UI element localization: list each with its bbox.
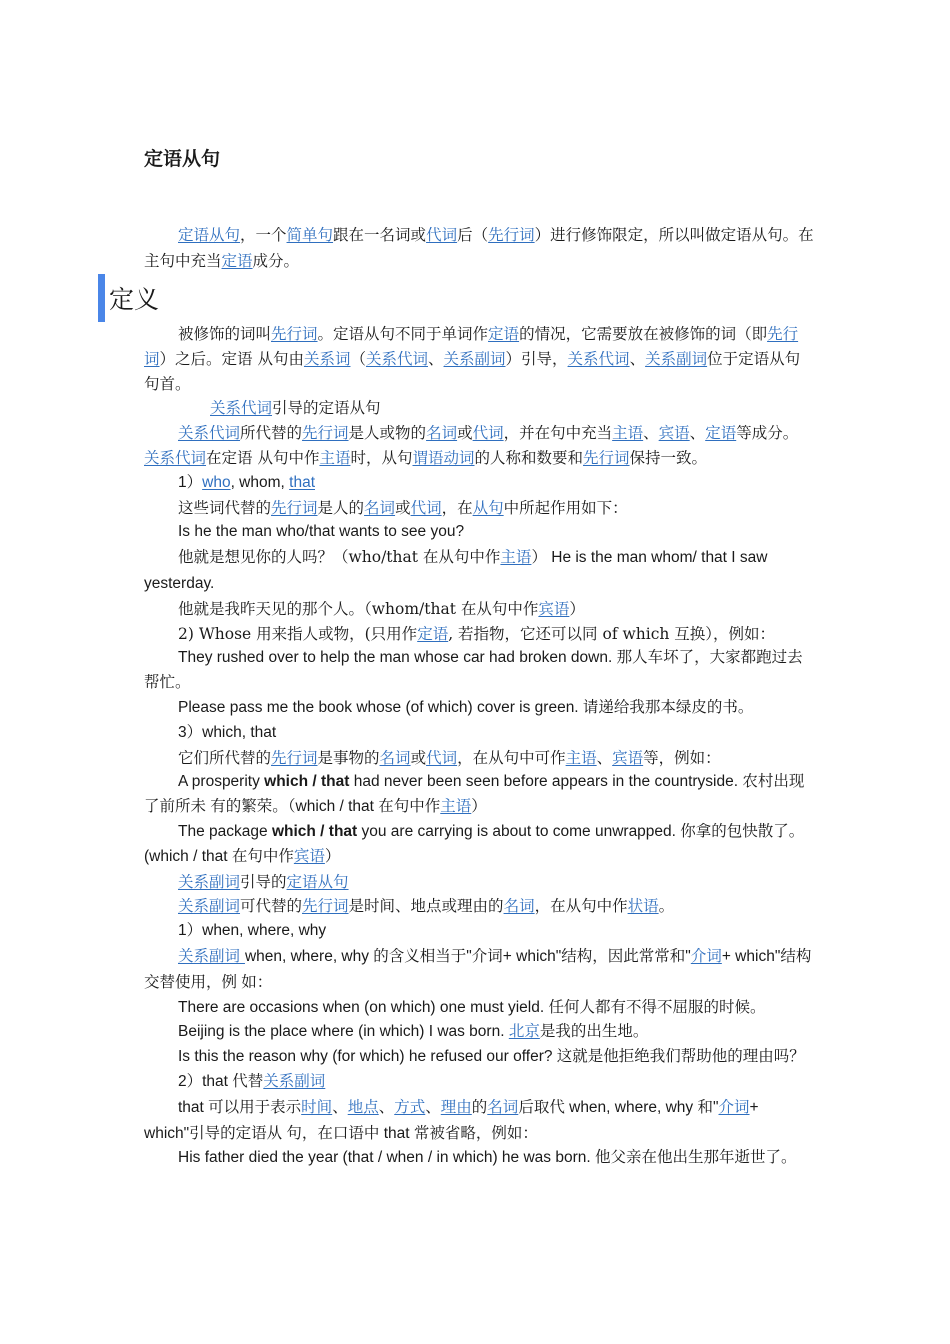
link-subject[interactable]: 主语	[319, 448, 351, 467]
link-predicate-verb[interactable]: 谓语动词	[412, 448, 475, 467]
link-attributive[interactable]: 定语	[488, 325, 520, 343]
text: 、	[643, 424, 659, 443]
text: + which"结构交替使用，例 如：	[144, 947, 812, 991]
link-relative-adverb[interactable]: 关系副词	[645, 349, 708, 368]
section-body	[144, 322, 812, 1171]
link-relative-pronoun[interactable]: 关系代词	[178, 424, 241, 443]
link-relative-pronoun[interactable]: 关系代词	[567, 349, 630, 368]
text: 、	[425, 1097, 441, 1116]
link-antecedent[interactable]: 先行词	[583, 448, 630, 467]
bold-text: which / that	[264, 773, 350, 791]
text: that 可以用于表示	[178, 1098, 302, 1116]
intro-paragraph	[144, 222, 814, 274]
link-relative-adverb[interactable]: 关系副词	[443, 349, 506, 368]
text: 他就是我昨天见的那个人。（whom/that 在从句中作	[178, 599, 539, 618]
text: had never been seen before appears in the countryside. 农村出现了前所未 有的繁荣。（which / that 在句中作	[144, 773, 805, 816]
link-antecedent[interactable]: 先行词	[271, 498, 318, 517]
text: 是人的	[317, 498, 365, 517]
item-when-where-why: 1）when, where, why	[178, 922, 327, 940]
text: 、	[332, 1097, 348, 1116]
link-relative-pronoun[interactable]: 关系代词	[365, 349, 428, 368]
text: 2）that 代替	[178, 1072, 264, 1090]
text: 的人称和数要和	[474, 448, 584, 467]
item-whose	[144, 622, 812, 647]
link-relative-adverb[interactable]: 关系副词	[263, 1072, 326, 1090]
paragraph-when-where-why	[144, 944, 812, 996]
link-subject[interactable]: 主语	[440, 798, 472, 816]
example-sentence: Is he the man who/that wants to see you?	[178, 523, 465, 541]
link-relative-pronoun[interactable]: 关系代词	[144, 448, 207, 467]
text: Beijing is the place where (in which) I was born.	[178, 1023, 509, 1041]
text: 。	[658, 897, 675, 916]
text: A prosperity	[178, 773, 265, 791]
text: 在定语 从句中作	[206, 448, 320, 467]
link-object[interactable]: 宾语	[658, 424, 690, 443]
text: 这些词代替的	[178, 498, 272, 517]
link-antecedent[interactable]: 先行词	[488, 226, 535, 244]
text: ）进行修饰限定，所以叫做定语从句。在主句中充当	[144, 226, 814, 270]
text: ）引导，	[505, 349, 568, 368]
heading-bar	[98, 274, 105, 322]
example-sentence	[144, 545, 812, 597]
link-attributive-clause[interactable]: 定语从句	[286, 872, 349, 891]
text: 它们所代替的	[178, 748, 272, 767]
text: 引导的定语从句	[272, 399, 381, 418]
text: 成分。	[252, 252, 300, 270]
link-antecedent[interactable]: 先行词	[144, 325, 799, 368]
text: 等成分。	[736, 424, 799, 443]
text: 是时间、地点或理由的	[348, 897, 504, 916]
link-antecedent[interactable]: 先行词	[271, 325, 318, 343]
link-relative-adverb[interactable]: 关系副词	[178, 897, 241, 916]
example-sentence: Please pass me the book whose (of which) cover is green. 请递给我那本绿皮的书。	[178, 698, 754, 716]
text: ，并在句中充当	[503, 424, 613, 443]
example-sentence: They rushed over to help the man whose car had broken down. 那人车坏了，大家都跑过去帮忙。	[144, 649, 803, 692]
text: ）	[569, 599, 585, 618]
text: 等，例如：	[643, 748, 721, 767]
section-heading	[98, 274, 159, 322]
text: 引导的	[240, 872, 287, 891]
text: ） He is the man whom/ that I saw yesterday.	[144, 549, 768, 592]
link-noun[interactable]: 名词	[426, 424, 458, 443]
text: 的情况，它需要放在被修饰的词（即	[519, 325, 768, 343]
text: ）	[471, 798, 487, 816]
text: 可代替的	[240, 897, 303, 916]
link-relative-adverb[interactable]: 关系副词	[178, 872, 241, 891]
link-preposition[interactable]: 介词	[718, 1097, 750, 1116]
link-that[interactable]: that	[289, 473, 315, 491]
paragraph-relative-pronoun	[144, 421, 812, 471]
link-pronoun[interactable]: 代词	[426, 748, 458, 767]
text: 。定语从句不同于单词作	[317, 325, 489, 343]
example-sentence: There are occasions when (on which) one must yield. 任何人都有不得不屈服的时候。	[178, 998, 766, 1016]
text: 的	[471, 1097, 488, 1116]
text: 或	[395, 498, 411, 517]
example-sentence: His father died the year (that / when / in which) he was born. 他父亲在他出生那年逝世了。	[178, 1149, 797, 1167]
link-object[interactable]: 宾语	[293, 847, 325, 865]
link-adverbial[interactable]: 状语	[627, 897, 659, 916]
paragraph-definition	[144, 322, 812, 396]
link-attributive[interactable]: 定语	[221, 252, 253, 270]
paragraph-which-that	[144, 746, 812, 771]
text: ，在从句中作	[534, 897, 628, 916]
subheading-relative-adverb	[144, 870, 812, 895]
text: 是人或物的	[348, 424, 427, 443]
item-which-that: 3）which, that	[178, 723, 277, 741]
heading-text: 定义	[109, 285, 160, 314]
link-noun[interactable]: 名词	[364, 498, 396, 517]
text: 或	[457, 424, 473, 443]
text: The package	[178, 822, 272, 840]
document-title: 定语从句	[144, 148, 221, 170]
text: 他就是想见你的人吗？（who/that 在从句中作	[178, 548, 501, 567]
link-relative-adverb[interactable]: 关系副词	[178, 946, 245, 965]
text: 是我的出生地。	[539, 1023, 649, 1041]
link-pronoun[interactable]: 代词	[472, 424, 504, 443]
link-who[interactable]: who	[202, 473, 231, 491]
link-attributive[interactable]: 定语	[417, 624, 449, 643]
link-noun[interactable]: 名词	[379, 748, 411, 767]
link-reason[interactable]: 理由	[440, 1097, 472, 1116]
text: 中所起作用如下：	[503, 498, 628, 517]
text: 位于定语从句句首。	[144, 349, 801, 393]
link-subject[interactable]: 主语	[612, 424, 644, 443]
text: 、	[378, 1097, 395, 1116]
link-place[interactable]: 地点	[347, 1097, 379, 1116]
example-sentence: Is this the reason why (for which) he refused our offer? 这就是他拒绝我们帮助他的理由吗？	[178, 1048, 805, 1066]
text: 时，从句	[350, 448, 413, 467]
link-pronoun[interactable]: 代词	[410, 498, 442, 517]
link-object[interactable]: 宾语	[612, 748, 644, 767]
link-subject[interactable]: 主语	[565, 748, 597, 767]
link-antecedent[interactable]: 先行词	[302, 424, 349, 443]
text: 是事物的	[317, 748, 380, 767]
text: 后（	[457, 226, 489, 244]
text: , 若指物，它还可以同 of which 互换），例如：	[448, 624, 776, 643]
link-beijing[interactable]: 北京	[508, 1023, 540, 1041]
paragraph-relative-adverb	[144, 894, 812, 919]
paragraph-function	[144, 496, 812, 521]
text: ，在从句中可作	[457, 748, 566, 767]
subheading-relative-pronoun	[144, 396, 812, 421]
link-time[interactable]: 时间	[301, 1097, 333, 1116]
link-relative-word[interactable]: 关系词	[303, 349, 351, 368]
text: 保持一致。	[629, 448, 708, 467]
text: ，在	[441, 498, 473, 517]
text: you are carrying is about to come unwrapped. 你拿的包快散了。(which / that 在句中作	[144, 822, 805, 865]
text: （	[350, 349, 366, 368]
text: when, where, why 的含义相当于"介词+ which"结构，因此常常和"	[244, 947, 691, 965]
text: 跟在一名词或	[333, 226, 427, 244]
example-sentence	[144, 820, 812, 870]
link-subject[interactable]: 主语	[500, 548, 532, 567]
text: 或	[410, 748, 427, 767]
link-manner[interactable]: 方式	[394, 1097, 426, 1116]
item-who-whom-that	[144, 471, 812, 496]
example-sentence	[144, 1020, 812, 1045]
text: 后取代 when, where, why 和"	[518, 1098, 719, 1116]
link-clause[interactable]: 从句	[472, 498, 504, 517]
link-antecedent[interactable]: 先行词	[302, 897, 349, 916]
item-that-replacing	[144, 1070, 812, 1095]
text: + which"引导的定语从 句，在口语中 that 常被省略，例如：	[144, 1098, 759, 1142]
link-noun[interactable]: 名词	[503, 897, 535, 916]
paragraph-that-usage	[144, 1095, 812, 1147]
link-simple-sentence[interactable]: 简单句	[286, 226, 334, 244]
text: 、	[428, 349, 444, 368]
text: 1）	[178, 473, 203, 491]
text: 2) Whose 用来指人或物，(只用作	[178, 624, 418, 643]
text: ）之后。定语 从句由	[159, 349, 304, 368]
example-sentence	[144, 597, 812, 622]
link-pronoun[interactable]: 代词	[426, 226, 458, 244]
link-relative-pronoun[interactable]: 关系代词	[210, 399, 273, 418]
link-antecedent[interactable]: 先行词	[271, 748, 318, 767]
text: 、	[596, 748, 613, 767]
link-noun[interactable]: 名词	[487, 1097, 519, 1116]
bold-text: which / that	[271, 822, 358, 840]
link-object[interactable]: 宾语	[538, 599, 570, 618]
link-preposition[interactable]: 介词	[690, 946, 722, 965]
text: 、	[629, 349, 646, 368]
text: ，一个	[240, 226, 287, 244]
text: 被修饰的词叫	[178, 325, 272, 343]
text: , whom,	[230, 473, 290, 491]
link-attributive[interactable]: 定语	[705, 424, 737, 443]
text: 、	[689, 424, 706, 443]
example-sentence	[144, 770, 812, 820]
text: ）	[324, 847, 341, 865]
link-attributive-clause[interactable]: 定语从句	[178, 226, 241, 244]
text: 所代替的	[240, 424, 303, 443]
